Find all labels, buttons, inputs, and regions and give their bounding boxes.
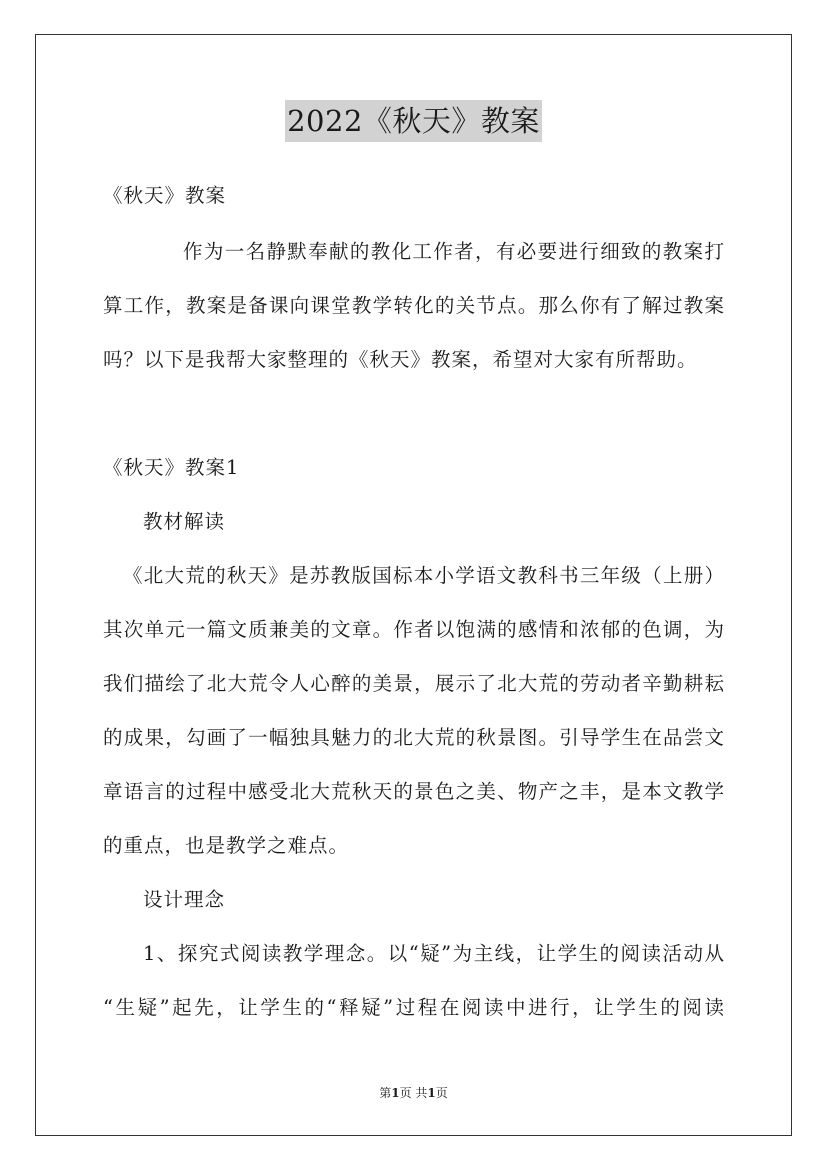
body1-line-1: 《北大荒的秋天》是苏教版国标本小学语文教科书三年级（上册） (123, 564, 725, 587)
intro-line-2: 算工作，教案是备课向课堂教学转化的关节点。那么你有了解过教案 (103, 294, 725, 317)
footer-mid: 页 共 (399, 1086, 428, 1100)
footer-prefix: 第 (379, 1086, 392, 1100)
intro-heading: 《秋天》教案 (103, 184, 227, 207)
body2-line-1: 1、探究式阅读教学理念。以“疑”为主线，让学生的阅读活动从 (143, 942, 725, 965)
body1-line-2: 其次单元一篇文质兼美的文章。作者以饱满的感情和浓郁的色调，为 (103, 618, 725, 641)
footer-suffix: 页 (435, 1086, 448, 1100)
body1-line-6: 的重点，也是教学之难点。 (103, 834, 350, 857)
section1-heading: 《秋天》教案1 (103, 456, 240, 479)
intro-line-1: 作为一名静默奉献的教化工作者，有必要进行细致的教案打 (183, 240, 725, 263)
sub-heading-design: 设计理念 (143, 888, 226, 911)
page-footer (0, 1084, 827, 1101)
body1-line-3: 我们描绘了北大荒令人心醉的美景，展示了北大荒的劳动者辛勤耕耘 (103, 672, 725, 695)
title-wrap (0, 100, 827, 142)
body2-line-2: “生疑”起先，让学生的“释疑”过程在阅读中进行，让学生的阅读 (103, 996, 725, 1019)
document-title: 2022《秋天》教案 (285, 100, 542, 142)
body1-line-4: 的成果，勾画了一幅独具魅力的北大荒的秋景图。引导学生在品尝文 (103, 726, 725, 749)
intro-line-3: 吗？以下是我帮大家整理的《秋天》教案，希望对大家有所帮助。 (103, 348, 698, 371)
body1-line-5: 章语言的过程中感受北大荒秋天的景色之美、物产之丰，是本文教学 (103, 780, 725, 803)
sub-heading-materials: 教材解读 (143, 510, 226, 533)
footer-page-current: 1 (391, 1086, 400, 1100)
footer-page-total: 1 (427, 1086, 436, 1100)
